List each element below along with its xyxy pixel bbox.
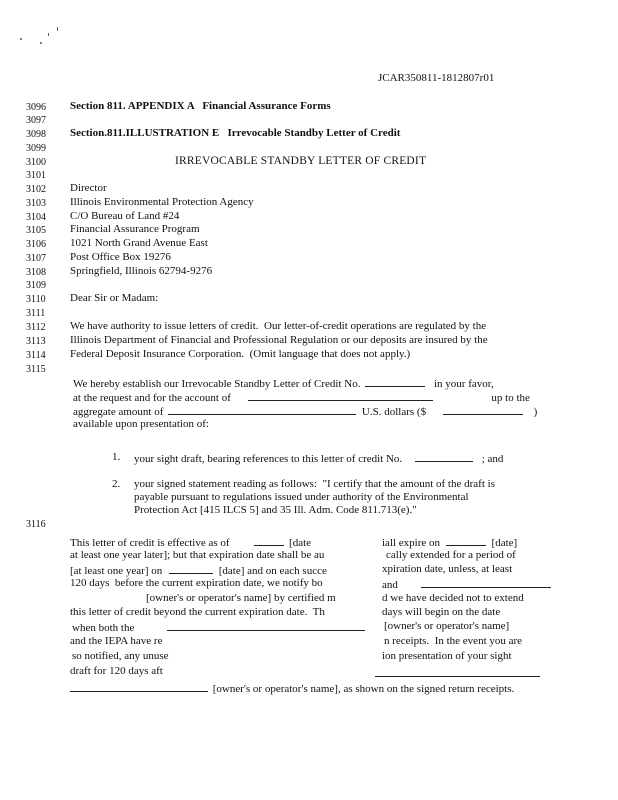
usd-label: U.S. dollars ($ — [361, 406, 427, 418]
document-title: IRREVOCABLE STANDBY LETTER OF CREDIT — [175, 155, 427, 167]
address-line: C/O Bureau of Land #24 — [70, 210, 180, 222]
address-line: Financial Assurance Program — [70, 223, 200, 235]
line-number: 3114 — [26, 350, 46, 361]
receipt-name-field[interactable] — [167, 620, 365, 631]
closing-text: [owner's or operator's name], as shown on the signed return receipts. — [212, 683, 515, 695]
line-number: 3111 — [26, 308, 46, 319]
certification-line: Protection Act [415 ILCS 5] and 35 Ill. Adm. Code 811.713(e)." — [134, 504, 417, 516]
effective-text: This letter of credit is effective as of — [70, 537, 230, 549]
address-line: Springfield, Illinois 62794-9276 — [70, 265, 213, 277]
body-text-left: 120 days before the current expiration date, we notify bo — [70, 577, 323, 589]
address-line: Director — [70, 182, 107, 194]
draft-name-field[interactable] — [375, 666, 540, 677]
date-bracket: [date] and on each succe — [218, 565, 327, 577]
sight-draft-credit-number-field[interactable] — [415, 451, 473, 462]
body-text-left: draft for 120 days aft — [70, 665, 163, 677]
body-text-left: and the IEPA have re — [70, 635, 163, 647]
line-number: 3113 — [26, 336, 46, 347]
line-number: 3116 — [26, 519, 46, 530]
line-number: 3109 — [26, 280, 46, 291]
and-text: and — [382, 579, 398, 591]
item-number: 1. — [112, 451, 121, 463]
body-line-right — [382, 577, 551, 592]
account-line — [73, 390, 530, 405]
line-number: 3115 — [26, 364, 46, 375]
address-line: 1021 North Grand Avenue East — [70, 237, 208, 249]
line-number: 3112 — [26, 322, 46, 333]
line-number: 3110 — [26, 294, 46, 305]
credit-number-label: We hereby establish our Irrevocable Standby Letter of Credit No. — [73, 378, 361, 390]
account-name-field[interactable] — [248, 390, 433, 401]
line-number: 3102 — [26, 184, 46, 195]
salutation: Dear Sir or Madam: — [70, 292, 159, 304]
credit-number-field[interactable] — [365, 376, 425, 387]
amount-dollars-field[interactable] — [443, 404, 523, 415]
line-number: 3105 — [26, 225, 46, 236]
body-text-right: ion presentation of your sight — [382, 650, 512, 662]
document-id-header: JCAR350811-1812807r01 — [378, 72, 495, 84]
authority-paragraph-line: Federal Deposit Insurance Corporation. (Omit language that does not apply.) — [70, 348, 411, 360]
illustration-heading: Section.811.ILLUSTRATION E Irrevocable Standby Letter of Credit — [70, 127, 401, 139]
body-text-right: d we have decided not to extend — [382, 592, 524, 604]
aggregate-amount-line — [73, 404, 537, 419]
effective-line-right — [382, 535, 517, 550]
presentation-line: available upon presentation of: — [73, 418, 209, 430]
aggregate-amount-label: aggregate amount of — [73, 406, 164, 418]
line-number: 3101 — [26, 170, 46, 181]
authority-paragraph-line: Illinois Department of Financial and Professional Regulation or our deposits are insured by the — [70, 334, 488, 346]
line-number: 3098 — [26, 129, 46, 140]
scan-speck — [57, 27, 58, 31]
closing-paren: ) — [533, 406, 538, 418]
line-number: 3096 — [26, 102, 46, 113]
renewal-date-field[interactable] — [169, 563, 213, 574]
line-number: 3108 — [26, 267, 46, 278]
effective-date-field[interactable] — [254, 535, 284, 546]
up-to-text: up to the — [491, 392, 530, 404]
line-number: 3106 — [26, 239, 46, 250]
authority-paragraph-line: We have authority to issue letters of credit. Our letter-of-credit operations are regulated by the — [70, 320, 487, 332]
body-text-right: [owner's or operator's name] — [384, 620, 510, 632]
in-favor-text: in your favor, — [433, 378, 494, 390]
amount-words-field[interactable] — [168, 404, 356, 415]
certification-line: your signed statement reading as follows: "I certify that the amount of the draft is — [134, 478, 495, 490]
closing-line — [70, 681, 514, 696]
scan-speck — [40, 42, 42, 44]
expire-date-field[interactable] — [446, 535, 486, 546]
certification-line: payable pursuant to regulations issued under authority of the Environmental — [134, 491, 469, 503]
line-number: 3100 — [26, 157, 46, 168]
body-text: [at least one year] on — [70, 565, 163, 577]
effective-line-left — [70, 535, 311, 550]
closing-name-field[interactable] — [70, 681, 208, 692]
line-number: 3103 — [26, 198, 46, 209]
date-bracket: [date — [289, 537, 312, 549]
section-heading: Section 811. APPENDIX A Financial Assurance Forms — [70, 100, 331, 112]
line-number: 3107 — [26, 253, 46, 264]
scan-speck — [48, 33, 49, 36]
credit-establish-line — [73, 376, 494, 391]
address-line: Post Office Box 19276 — [70, 251, 171, 263]
address-line: Illinois Environmental Protection Agency — [70, 196, 254, 208]
body-text-left: this letter of credit beyond the current expiration date. Th — [70, 606, 325, 618]
body-text-right: days will begin on the date — [382, 606, 501, 618]
line-number: 3099 — [26, 143, 46, 154]
body-text: when both the — [72, 622, 135, 634]
line-number: 3104 — [26, 212, 46, 223]
account-label: at the request and for the account of — [73, 392, 231, 404]
item-number: 2. — [112, 478, 121, 490]
body-line-left — [70, 563, 327, 578]
body-text-left: [owner's or operator's name] by certified m — [146, 592, 336, 604]
line-number: 3097 — [26, 115, 46, 126]
sight-draft-text: your sight draft, bearing references to this letter of credit No. — [134, 453, 403, 465]
expire-text: iall expire on — [382, 537, 441, 549]
body-text-left: so notified, any unuse — [72, 650, 169, 662]
body-line-left — [72, 620, 365, 635]
sight-draft-line — [134, 451, 503, 466]
body-text-right: n receipts. In the event you are — [384, 635, 523, 647]
notify-name-field[interactable] — [421, 577, 551, 588]
body-text-right: xpiration date, unless, at least — [382, 563, 513, 575]
body-text-left: at least one year later]; but that expiration date shall be au — [70, 549, 325, 561]
body-text-right: cally extended for a period of — [386, 549, 516, 561]
and-text: ; and — [481, 453, 504, 465]
expire-date-bracket: [date] — [491, 537, 518, 549]
scan-speck — [20, 38, 22, 40]
